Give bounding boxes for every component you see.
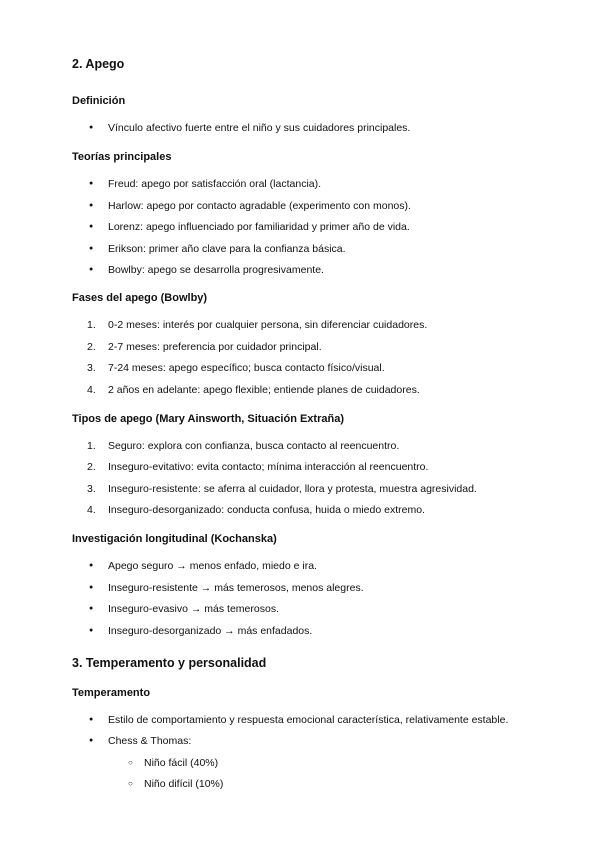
list-number: 1.	[87, 319, 96, 331]
list-number: 3.	[87, 362, 96, 374]
list-item: ● Chess & Thomas:	[72, 734, 528, 748]
list-item: ● Inseguro-resistente → más temerosos, menos alegres.	[72, 581, 528, 595]
list-item: ● Erikson: primer año clave para la confianza básica.	[72, 242, 528, 256]
list-item	[72, 361, 528, 375]
list-item: ● Lorenz: apego influenciado por familiaridad y primer año de vida.	[72, 220, 528, 234]
list-text: 2-7 meses: preferencia por cuidador principal.	[108, 340, 322, 353]
list-item: ● Freud: apego por satisfacción oral (lactancia).	[72, 177, 528, 191]
section-3-title: 3. Temperamento y personalidad	[72, 655, 267, 670]
list-item: ● Harlow: apego por contacto agradable (experimento con monos).	[72, 199, 528, 213]
list-text: 7-24 meses: apego específico; busca contacto físico/visual.	[108, 362, 385, 374]
tipos-list	[72, 439, 528, 518]
list-number: 4.	[87, 383, 96, 396]
list-text: 2 años en adelante: apego flexible; entiende planes de cuidadores.	[108, 383, 420, 396]
list-number: 2.	[87, 461, 96, 473]
list-item	[72, 460, 528, 474]
section-2-title: 2. Apego	[72, 57, 125, 71]
temperamento-list	[72, 713, 528, 749]
sub-list-item: ○ Niño fácil (40%)	[72, 756, 528, 770]
list-item	[72, 340, 528, 354]
document-content	[72, 56, 528, 791]
list-item: ● Inseguro-evasivo → más temerosos.	[72, 602, 528, 616]
list-item	[72, 482, 528, 496]
list-item	[72, 439, 528, 453]
list-number: 1.	[87, 439, 96, 452]
teorias-heading: Teorías principales	[72, 151, 172, 163]
list-item: ● Apego seguro → menos enfado, miedo e ira.	[72, 559, 528, 573]
list-item: ● Vínculo afectivo fuerte entre el niño y sus cuidadores principales.	[72, 121, 528, 135]
definicion-heading: Definición	[72, 95, 126, 107]
list-item	[72, 318, 528, 332]
list-text: Inseguro-evitativo: evita contacto; mínima interacción al reencuentro.	[108, 461, 429, 473]
list-item: ● Estilo de comportamiento y respuesta emocional característica, relativamente estable.	[72, 713, 528, 727]
list-text: Seguro: explora con confianza, busca contacto al reencuentro.	[108, 439, 400, 452]
list-item: ● Bowlby: apego se desarrolla progresivamente.	[72, 263, 528, 277]
temperamento-heading: Temperamento	[72, 686, 151, 699]
sub-list-item: ○ Niño difícil (10%)	[72, 777, 528, 791]
list-text: Inseguro-resistente: se aferra al cuidador, llora y protesta, muestra agresividad.	[108, 482, 477, 495]
list-number: 3.	[87, 482, 96, 495]
investigacion-list	[72, 559, 528, 638]
fases-heading: Fases del apego (Bowlby)	[72, 292, 208, 304]
list-item: ● Inseguro-desorganizado → más enfadados.	[72, 624, 528, 638]
tipos-heading: Tipos de apego (Mary Ainsworth, Situación Extraña)	[72, 412, 344, 425]
list-item	[72, 383, 528, 397]
teorias-list	[72, 177, 528, 277]
list-number: 4.	[87, 504, 96, 516]
list-number: 2.	[87, 340, 96, 353]
temperamento-sublist	[72, 756, 528, 792]
investigacion-heading: Investigación longitudinal (Kochanska)	[72, 533, 277, 545]
definicion-list	[72, 121, 528, 135]
list-text: 0-2 meses: interés por cualquier persona, sin diferenciar cuidadores.	[108, 319, 428, 331]
list-item	[72, 503, 528, 517]
fases-list	[72, 318, 528, 397]
list-text: Inseguro-desorganizado: conducta confusa, huida o miedo extremo.	[108, 504, 425, 516]
